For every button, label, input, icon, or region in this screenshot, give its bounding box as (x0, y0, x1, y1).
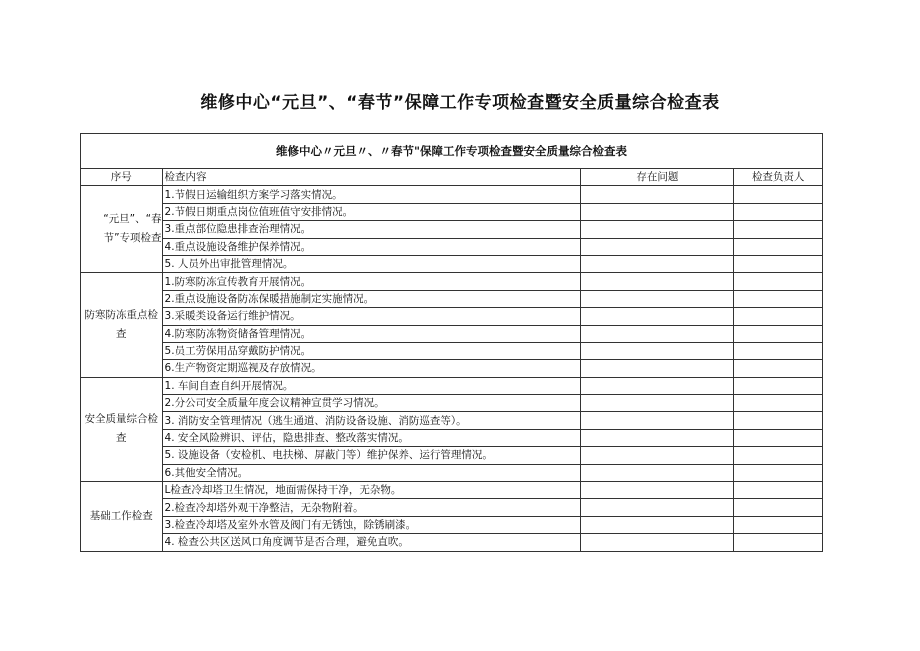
check-item: L检查冷却塔卫生情况，地面需保持干净，无杂物。 (162, 482, 581, 499)
table-row (81, 499, 823, 516)
owner-cell[interactable] (734, 203, 823, 220)
issue-cell[interactable] (581, 238, 734, 255)
group-name-holiday: “元旦”、“春节”专项检查 (81, 186, 163, 273)
owner-cell[interactable] (734, 238, 823, 255)
table-row (81, 325, 823, 342)
header-content: 检查内容 (162, 169, 581, 186)
table-row (81, 464, 823, 481)
header-row (81, 169, 823, 186)
owner-cell[interactable] (734, 342, 823, 359)
table-row (81, 186, 823, 203)
table-caption-row (81, 134, 823, 169)
owner-cell[interactable] (734, 534, 823, 551)
check-item: 1. 车间自查自纠开展情况。 (162, 377, 581, 394)
owner-cell[interactable] (734, 499, 823, 516)
table-row (81, 221, 823, 238)
issue-cell[interactable] (581, 290, 734, 307)
check-item: 5. 设施设备（安检机、电扶梯、屏蔽门等）维护保养、运行管理情况。 (162, 447, 581, 464)
owner-cell[interactable] (734, 516, 823, 533)
owner-cell[interactable] (734, 255, 823, 272)
check-item: 1.防寒防冻宣传教育开展情况。 (162, 273, 581, 290)
owner-cell[interactable] (734, 308, 823, 325)
owner-cell[interactable] (734, 395, 823, 412)
issue-cell[interactable] (581, 273, 734, 290)
issue-cell[interactable] (581, 203, 734, 220)
issue-cell[interactable] (581, 516, 734, 533)
inspection-table (80, 133, 823, 552)
owner-cell[interactable] (734, 186, 823, 203)
check-item: 2.重点设施设备防冻保暖措施制定实施情况。 (162, 290, 581, 307)
check-item: 4.防寒防冻物资储备管理情况。 (162, 325, 581, 342)
owner-cell[interactable] (734, 429, 823, 446)
issue-cell[interactable] (581, 255, 734, 272)
check-item: 3.检查冷却塔及室外水管及阀门有无锈蚀，除锈刷漆。 (162, 516, 581, 533)
group-name-basic: 基础工作检查 (81, 482, 163, 552)
table-row (81, 516, 823, 533)
table-row (81, 203, 823, 220)
issue-cell[interactable] (581, 325, 734, 342)
issue-cell[interactable] (581, 499, 734, 516)
table-caption: 维修中心〃元旦〃、〃春节"保障工作专项检查暨安全质量综合检查表 (81, 134, 823, 169)
issue-cell[interactable] (581, 447, 734, 464)
check-item: 6.生产物资定期巡视及存放情况。 (162, 360, 581, 377)
check-item: 6.其他安全情况。 (162, 464, 581, 481)
table-row (81, 377, 823, 394)
owner-cell[interactable] (734, 377, 823, 394)
check-item: 1.节假日运输组织方案学习落实情况。 (162, 186, 581, 203)
owner-cell[interactable] (734, 290, 823, 307)
issue-cell[interactable] (581, 429, 734, 446)
table-row (81, 482, 823, 499)
check-item: 4. 检查公共区送风口角度调节是否合理，避免直吹。 (162, 534, 581, 551)
document-title: 维修中心“元旦”、“春节”保障工作专项检查暨安全质量综合检查表 (200, 93, 720, 113)
table-row (81, 290, 823, 307)
owner-cell[interactable] (734, 482, 823, 499)
check-item: 3. 消防安全管理情况（逃生通道、消防设备设施、消防巡查等）。 (162, 412, 581, 429)
table-row (81, 534, 823, 551)
issue-cell[interactable] (581, 360, 734, 377)
check-item: 4. 安全风险辨识、评估，隐患排查、整改落实情况。 (162, 429, 581, 446)
check-item: 2.检查冷却塔外观干净整洁，无杂物附着。 (162, 499, 581, 516)
issue-cell[interactable] (581, 534, 734, 551)
table-row (81, 273, 823, 290)
issue-cell[interactable] (581, 186, 734, 203)
table-row (81, 360, 823, 377)
header-owner: 检查负责人 (734, 169, 823, 186)
check-item: 4.重点设施设备维护保养情况。 (162, 238, 581, 255)
table-row (81, 308, 823, 325)
table-row (81, 447, 823, 464)
header-issues: 存在问题 (581, 169, 734, 186)
owner-cell[interactable] (734, 464, 823, 481)
owner-cell[interactable] (734, 325, 823, 342)
owner-cell[interactable] (734, 273, 823, 290)
table-row (81, 342, 823, 359)
check-item: 2.节假日期重点岗位值班值守安排情况。 (162, 203, 581, 220)
issue-cell[interactable] (581, 395, 734, 412)
issue-cell[interactable] (581, 342, 734, 359)
issue-cell[interactable] (581, 221, 734, 238)
header-no: 序号 (81, 169, 163, 186)
owner-cell[interactable] (734, 360, 823, 377)
issue-cell[interactable] (581, 482, 734, 499)
issue-cell[interactable] (581, 412, 734, 429)
group-name-cold: 防寒防冻重点检查 (81, 273, 163, 377)
check-item: 3.重点部位隐患排查治理情况。 (162, 221, 581, 238)
check-item: 3.采暖类设备运行维护情况。 (162, 308, 581, 325)
table-row (81, 395, 823, 412)
table-row (81, 255, 823, 272)
check-item: 5. 人员外出审批管理情况。 (162, 255, 581, 272)
issue-cell[interactable] (581, 464, 734, 481)
owner-cell[interactable] (734, 447, 823, 464)
check-item: 5.员工劳保用品穿戴防护情况。 (162, 342, 581, 359)
owner-cell[interactable] (734, 221, 823, 238)
table-row (81, 429, 823, 446)
table-row (81, 412, 823, 429)
check-item: 2.分公司安全质量年度会议精神宣贯学习情况。 (162, 395, 581, 412)
issue-cell[interactable] (581, 308, 734, 325)
issue-cell[interactable] (581, 377, 734, 394)
group-name-safety: 安全质量综合检查 (81, 377, 163, 481)
owner-cell[interactable] (734, 412, 823, 429)
table-row (81, 238, 823, 255)
